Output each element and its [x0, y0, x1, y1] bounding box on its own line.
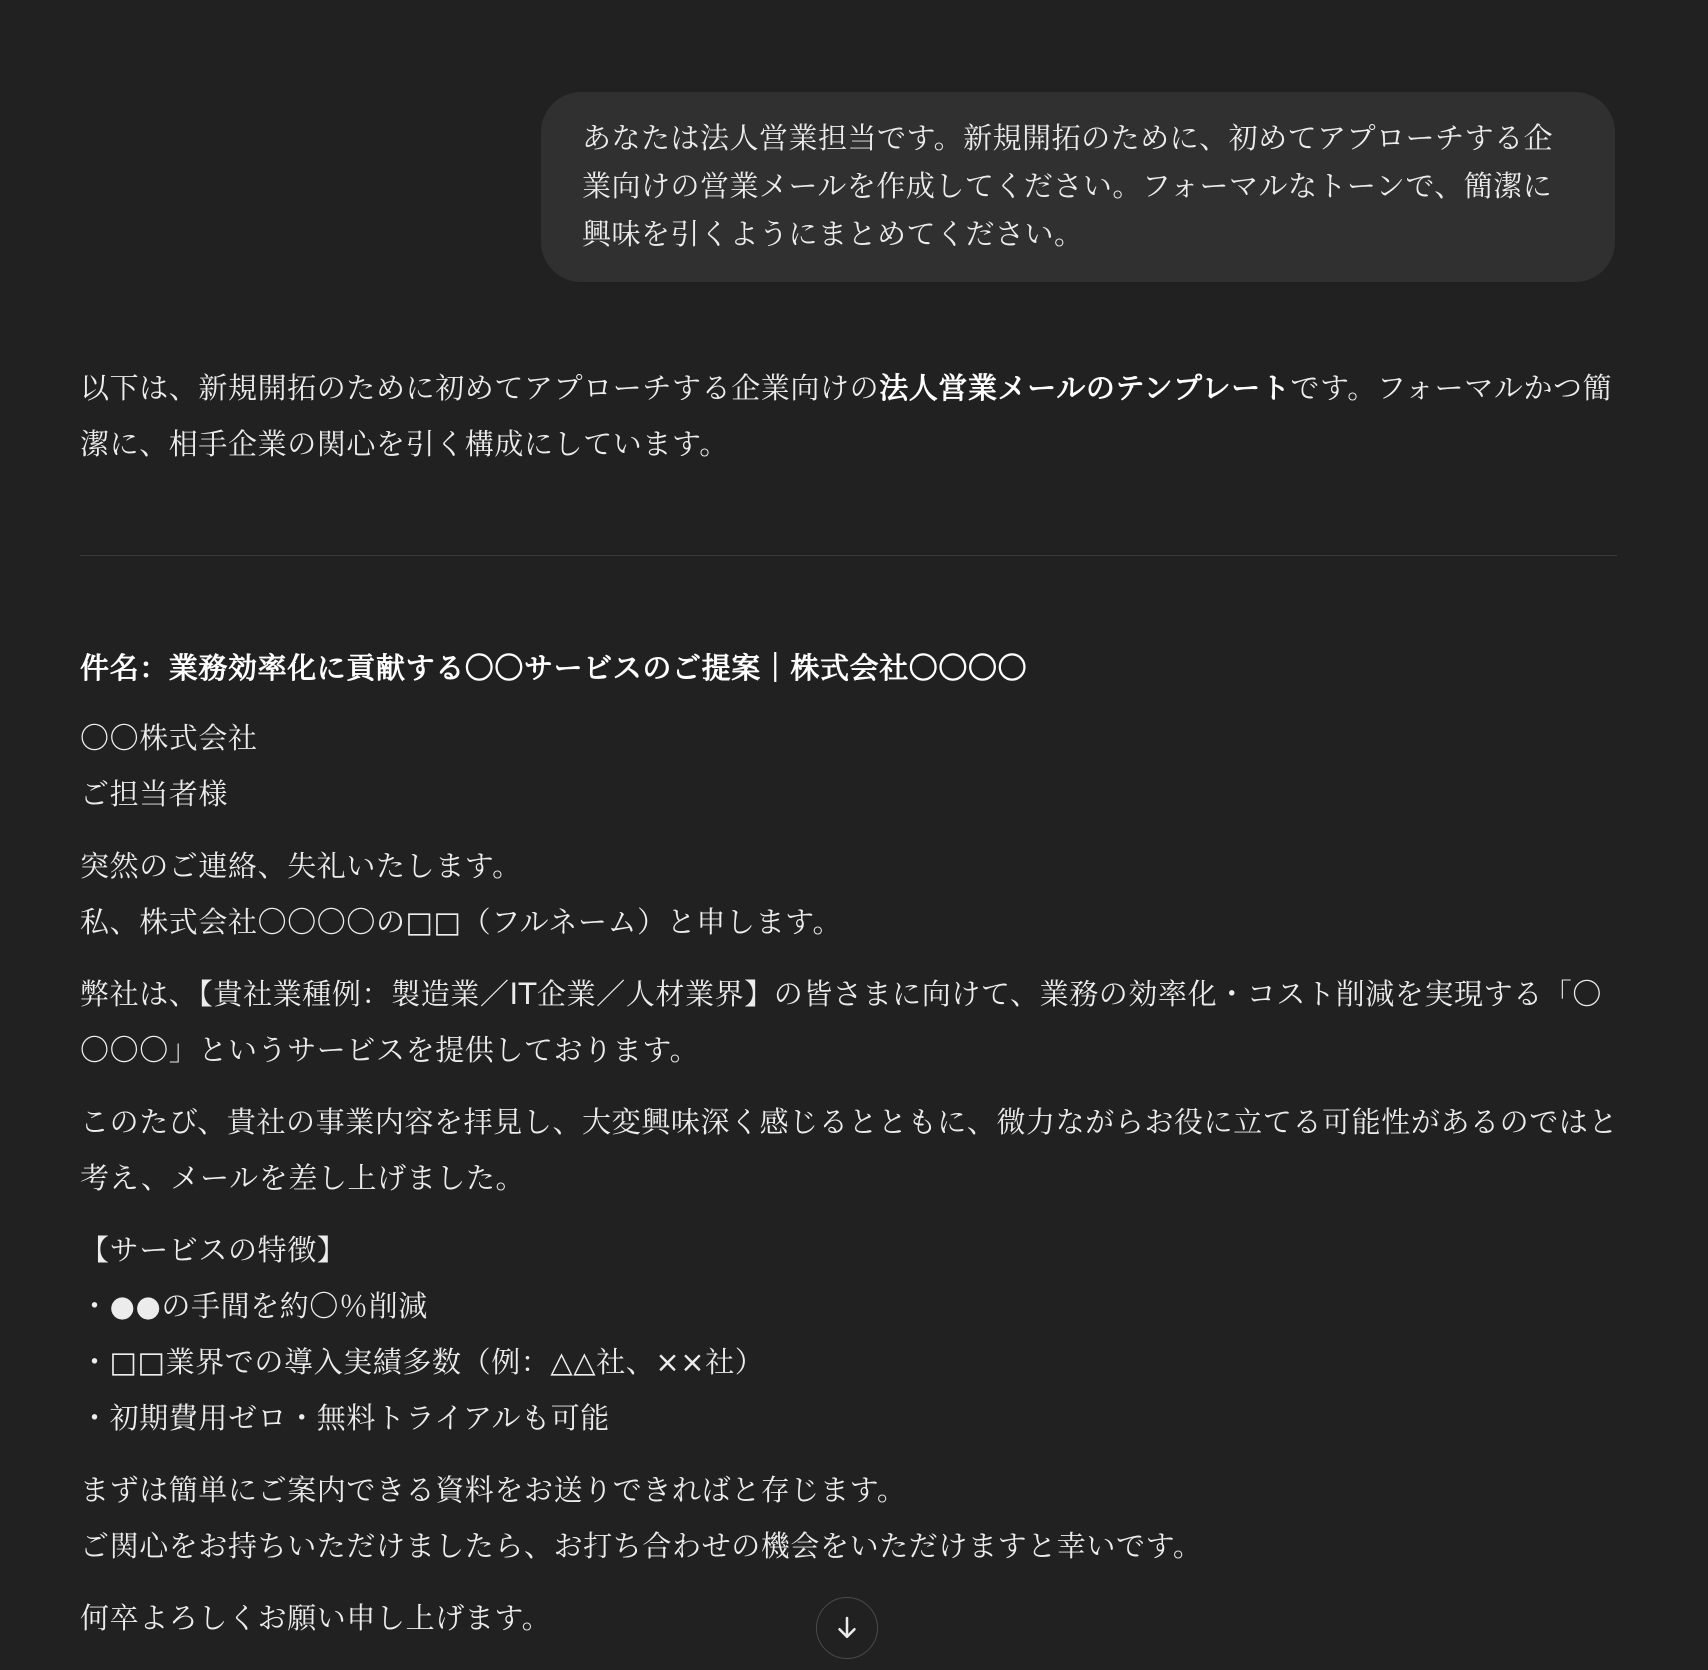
- email-sign-off: 何卒よろしくお願い申し上げます。: [80, 1601, 552, 1635]
- arrow-down-icon: [832, 1613, 862, 1643]
- closing-line-1: まずは簡単にご案内できる資料をお送りできればと存じます。: [80, 1473, 907, 1507]
- greeting-line-2: 私、株式会社〇〇〇〇の□□（フルネーム）と申します。: [80, 905, 843, 939]
- assistant-message: [80, 360, 1620, 1635]
- scroll-to-bottom-button[interactable]: [816, 1597, 878, 1659]
- intro-text-after: です。フォーマルかつ簡潔に、相手企業の関心を引く構成にしています。: [80, 371, 1613, 461]
- recipient-company: 〇〇株式会社: [80, 721, 258, 755]
- feature-item-2: ・□□業界での導入実績多数（例：△△社、××社）: [80, 1345, 765, 1379]
- email-features: [80, 1222, 1620, 1446]
- feature-item-1: ・●●の手間を約〇％削減: [80, 1289, 428, 1323]
- email-closing: [80, 1462, 1620, 1574]
- assistant-intro: [80, 360, 1620, 472]
- recipient-person: ご担当者様: [80, 777, 229, 811]
- email-recipient: [80, 710, 1620, 822]
- greeting-line-1: 突然のご連絡、失礼いたします。: [80, 849, 522, 883]
- feature-item-3: ・初期費用ゼロ・無料トライアルも可能: [80, 1401, 610, 1435]
- user-message-bubble: [541, 92, 1615, 282]
- email-reason-paragraph: このたび、貴社の事業内容を拝見し、大変興味深く感じるとともに、微力ながらお役に立てる可能性があるのではと考え、メールを差し上げました。: [80, 1105, 1619, 1195]
- intro-text-before: 以下は、新規開拓のために初めてアプローチする企業向けの: [80, 371, 880, 405]
- features-heading: 【サービスの特徴】: [80, 1233, 347, 1267]
- email-service-paragraph: 弊社は、【貴社業種例：製造業／IT企業／人材業界】の皆さまに向けて、業務の効率化・コスト削減を実現する「〇〇〇〇」というサービスを提供しております。: [80, 977, 1602, 1067]
- email-subject: 件名：業務効率化に貢献する〇〇サービスのご提案｜株式会社〇〇〇〇: [80, 651, 1028, 685]
- email-template: [80, 640, 1620, 1662]
- intro-bold-text: 法人営業メールのテンプレート: [879, 371, 1291, 405]
- section-divider: [80, 555, 1617, 556]
- closing-line-2: ご関心をお持ちいただけましたら、お打ち合わせの機会をいただけますと幸いです。: [80, 1529, 1203, 1563]
- email-greeting: [80, 838, 1620, 950]
- user-message-text: あなたは法人営業担当です。新規開拓のために、初めてアプローチする企業向けの営業メールを作成してください。フォーマルなトーンで、簡潔に興味を引くようにまとめてください。: [582, 121, 1554, 251]
